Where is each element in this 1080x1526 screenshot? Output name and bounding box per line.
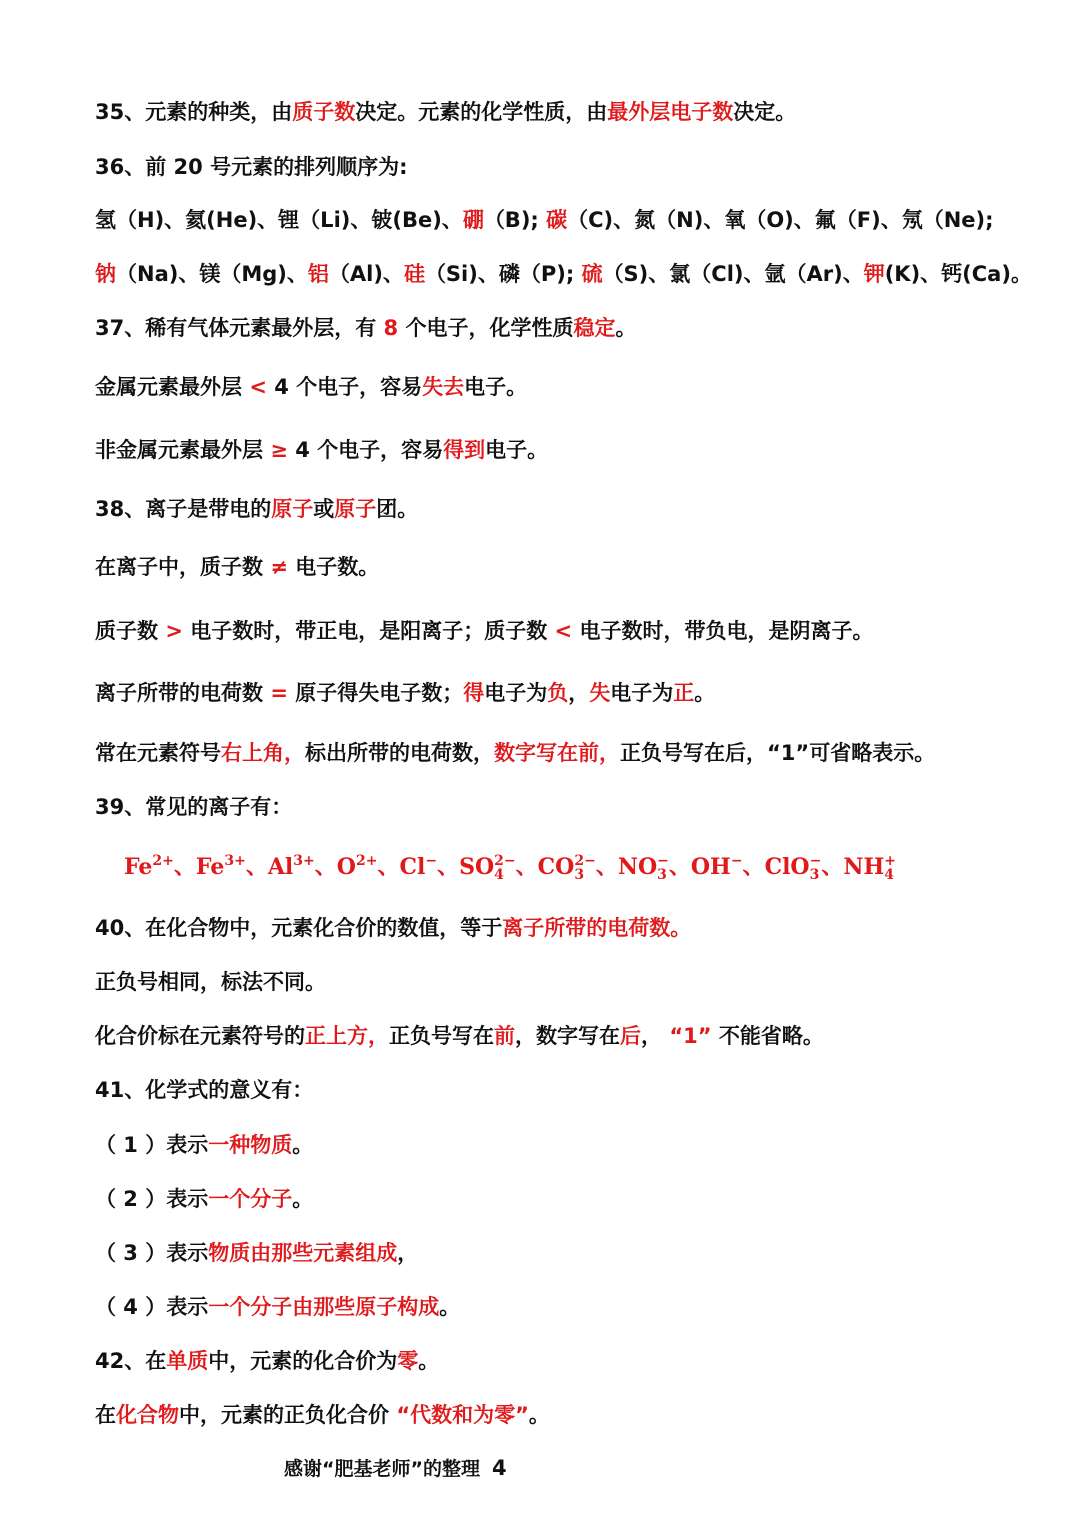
ion-charge: 3+ bbox=[224, 853, 246, 869]
text-line bbox=[95, 1400, 1040, 1430]
highlighted-text: 钾 bbox=[863, 262, 885, 286]
body-text: （ 3 ）表示 bbox=[95, 1241, 209, 1265]
highlighted-text: 前 bbox=[494, 1024, 515, 1048]
body-text: （ 4 ）表示 bbox=[95, 1295, 209, 1319]
highlighted-text: 硅 bbox=[403, 262, 425, 286]
highlighted-text: 钠 bbox=[95, 262, 116, 286]
highlighted-text: 质子数 bbox=[292, 100, 356, 124]
ion-separator: 、 bbox=[668, 854, 691, 880]
text-line bbox=[95, 616, 1040, 646]
highlighted-text: 原子 bbox=[271, 497, 314, 521]
highlighted-text: 铝 bbox=[307, 262, 329, 286]
body-text: （ 1 ）表示 bbox=[95, 1133, 209, 1157]
ion-symbol: Fe bbox=[124, 854, 153, 880]
page-number: 4 bbox=[491, 1456, 507, 1480]
body-text: 在 bbox=[95, 1403, 116, 1427]
body-text: 电子。 bbox=[464, 375, 528, 399]
text-line bbox=[95, 1021, 1040, 1051]
body-text: 氢（H)、氦(He)、锂（Li)、铍(Be)、 bbox=[95, 208, 463, 232]
ion-formula bbox=[617, 853, 669, 883]
body-text: 4 个电子，容易 bbox=[287, 438, 444, 462]
text-line bbox=[95, 1184, 1040, 1214]
body-text: 4 个电子，容易 bbox=[266, 375, 423, 399]
ion-charge: 2− bbox=[494, 853, 516, 869]
text-line bbox=[95, 152, 1040, 182]
ion-formula bbox=[196, 854, 246, 880]
highlighted-text: 零 bbox=[397, 1349, 419, 1373]
text-line bbox=[95, 738, 1040, 768]
text-line bbox=[95, 372, 1040, 402]
highlighted-text: 后 bbox=[620, 1024, 641, 1048]
body-text: 41、化学式的意义有： bbox=[95, 1078, 314, 1102]
body-text: 电子数时，带正电，是阳离子；质子数 bbox=[182, 619, 555, 643]
footer-credit: 感谢“肥基老师”的整理 bbox=[284, 1458, 480, 1480]
ion-separator: 、 bbox=[742, 854, 765, 880]
ion-charge: + bbox=[884, 853, 896, 869]
highlighted-text: “1” bbox=[669, 1024, 712, 1048]
text-line bbox=[95, 1346, 1040, 1376]
body-text: 质子数 bbox=[95, 619, 166, 643]
ion-list bbox=[124, 852, 1040, 882]
body-text: 。 bbox=[292, 1133, 314, 1157]
highlighted-text: < bbox=[554, 619, 573, 643]
highlighted-text: < bbox=[249, 375, 267, 399]
text-line bbox=[95, 913, 1040, 943]
highlighted-text: 8 bbox=[383, 316, 399, 340]
ion-subscript: 4 bbox=[884, 867, 894, 883]
ion-subscript bbox=[731, 868, 743, 882]
ion-formula bbox=[537, 853, 596, 883]
highlighted-text: 化合物 bbox=[116, 1403, 179, 1427]
body-text: 决定。元素的化学性质，由 bbox=[355, 100, 608, 124]
body-text: （S)、氯（Cl)、氩（Ar)、 bbox=[602, 262, 864, 286]
highlighted-text: 失去 bbox=[422, 375, 465, 399]
ion-separator: 、 bbox=[515, 854, 538, 880]
body-text: 团。 bbox=[376, 497, 419, 521]
text-line bbox=[95, 97, 1040, 127]
body-text: 离子所带的电荷数 bbox=[95, 681, 271, 705]
text-line bbox=[95, 552, 1040, 582]
page-footer bbox=[284, 1453, 507, 1484]
body-text: 。 bbox=[292, 1187, 314, 1211]
body-text: 。 bbox=[439, 1295, 461, 1319]
highlighted-text: 一个分子由那些原子构成 bbox=[208, 1295, 440, 1319]
body-text: 决定。 bbox=[733, 100, 797, 124]
text-line bbox=[95, 1075, 1040, 1105]
text-line bbox=[95, 205, 1040, 235]
body-text: ， bbox=[641, 1024, 670, 1048]
text-line bbox=[95, 259, 1040, 289]
body-text: 40、在化合物中，元素化合价的数值，等于 bbox=[95, 916, 503, 940]
highlighted-text: = bbox=[270, 681, 288, 705]
body-text: 化合价标在元素符号的 bbox=[95, 1024, 305, 1048]
body-text: 正负号写在后，“1”可省略表示。 bbox=[620, 741, 936, 765]
body-text: 电子为 bbox=[484, 681, 548, 705]
body-text: 36、前 20 号元素的排列顺序为: bbox=[95, 155, 408, 179]
body-text: 常在元素符号 bbox=[95, 741, 221, 765]
body-text: 在离子中，质子数 bbox=[95, 555, 271, 579]
ion-symbol: SO bbox=[459, 854, 495, 880]
body-text: （Na)、镁（Mg)、 bbox=[116, 262, 308, 286]
text-line bbox=[95, 1292, 1040, 1322]
body-text: （Si)、磷（P); bbox=[424, 262, 582, 286]
ion-subscript: 4 bbox=[494, 867, 504, 883]
ion-symbol: Fe bbox=[195, 854, 225, 880]
body-text: 中，元素的化合价为 bbox=[208, 1349, 398, 1373]
body-text: 正负号相同，标法不同。 bbox=[95, 970, 326, 994]
text-line bbox=[95, 792, 1040, 822]
highlighted-text: 碳 bbox=[546, 208, 568, 232]
body-text: （B); bbox=[483, 208, 547, 232]
ion-subscript bbox=[224, 868, 245, 882]
text-line bbox=[95, 494, 1040, 524]
body-text: 。 bbox=[694, 681, 716, 705]
highlighted-text: 单质 bbox=[166, 1349, 209, 1373]
highlighted-text: 物质由那些元素组成 bbox=[208, 1241, 398, 1265]
body-text: （C)、氮（N)、氧（O)、氟（F)、氖（Ne); bbox=[567, 208, 994, 232]
ion-charge: − bbox=[657, 853, 669, 869]
ion-charge: − bbox=[425, 853, 438, 869]
text-line bbox=[95, 1238, 1040, 1268]
ion-symbol: NH bbox=[843, 854, 885, 880]
highlighted-text: > bbox=[165, 619, 183, 643]
body-text: 37、稀有气体元素最外层，有 bbox=[95, 316, 384, 340]
highlighted-text: 得 bbox=[463, 681, 485, 705]
body-text: 。 bbox=[418, 1349, 440, 1373]
highlighted-text: 正上方， bbox=[305, 1024, 389, 1048]
text-line bbox=[95, 678, 1040, 708]
ion-separator: 、 bbox=[821, 854, 844, 880]
ion-formula bbox=[337, 854, 378, 880]
body-text: (K)、钙(Ca)。 bbox=[884, 262, 1032, 286]
body-text: 标出所带的电荷数， bbox=[305, 741, 494, 765]
body-text: 。 bbox=[528, 1403, 550, 1427]
body-text: ，数字写在 bbox=[515, 1024, 620, 1048]
body-text: 中，元素的正负化合价 bbox=[179, 1403, 397, 1427]
ion-symbol: Cl bbox=[399, 854, 426, 880]
text-line bbox=[95, 313, 1040, 343]
ion-charge: 2+ bbox=[355, 853, 378, 869]
ion-subscript bbox=[293, 868, 314, 882]
ion-subscript bbox=[152, 868, 173, 882]
highlighted-text: 离子所带的电荷数。 bbox=[502, 916, 692, 940]
ion-subscript bbox=[356, 868, 377, 882]
text-line bbox=[95, 967, 1040, 997]
body-text: 电子数。 bbox=[287, 555, 380, 579]
ion-separator: 、 bbox=[173, 854, 196, 880]
highlighted-text: 一个分子 bbox=[208, 1187, 293, 1211]
highlighted-text: 右上角， bbox=[221, 741, 305, 765]
body-text: 原子得失电子数； bbox=[287, 681, 464, 705]
highlighted-text: 数字写在前， bbox=[494, 741, 620, 765]
ion-symbol: OH bbox=[690, 854, 731, 880]
highlighted-text: 得到 bbox=[443, 438, 486, 462]
body-text: 电子为 bbox=[610, 681, 674, 705]
ion-subscript: 3 bbox=[809, 867, 820, 883]
ion-separator: 、 bbox=[377, 854, 400, 880]
ion-subscript: 3 bbox=[657, 867, 667, 883]
highlighted-text: 正 bbox=[673, 681, 695, 705]
ion-separator: 、 bbox=[437, 854, 460, 880]
body-text: 个电子，化学性质 bbox=[398, 316, 574, 340]
body-text: 或 bbox=[313, 497, 335, 521]
body-text: 35、元素的种类，由 bbox=[95, 100, 293, 124]
ion-formula bbox=[399, 854, 437, 880]
ion-charge: 2+ bbox=[152, 853, 174, 869]
ion-symbol: O bbox=[336, 854, 356, 880]
body-text: ， bbox=[568, 681, 590, 705]
body-text: 不能省略。 bbox=[711, 1024, 824, 1048]
highlighted-text: 负 bbox=[547, 681, 569, 705]
body-text: 39、常见的离子有： bbox=[95, 795, 293, 819]
highlighted-text: 一种物质 bbox=[208, 1133, 293, 1157]
ion-separator: 、 bbox=[245, 854, 268, 880]
body-text: 金属元素最外层 bbox=[95, 375, 250, 399]
ion-charge: 3+ bbox=[293, 853, 315, 869]
body-text: 38、离子是带电的 bbox=[95, 497, 272, 521]
ion-formula bbox=[268, 854, 315, 880]
ion-separator: 、 bbox=[595, 854, 618, 880]
text-line bbox=[95, 435, 1040, 465]
ion-formula bbox=[691, 854, 743, 880]
ion-formula bbox=[764, 853, 822, 883]
ion-subscript bbox=[425, 868, 437, 882]
text-line bbox=[95, 1130, 1040, 1160]
body-text: 。 bbox=[615, 316, 637, 340]
ion-separator: 、 bbox=[314, 854, 337, 880]
highlighted-text: ≥ bbox=[270, 438, 288, 462]
body-text: （Al)、 bbox=[328, 262, 404, 286]
ion-subscript: 3 bbox=[574, 867, 585, 883]
body-text: 42、在 bbox=[95, 1349, 167, 1373]
ion-symbol: ClO bbox=[764, 854, 810, 880]
ion-formula bbox=[124, 854, 174, 880]
highlighted-text: 硼 bbox=[462, 208, 484, 232]
body-text: 正负号写在 bbox=[389, 1024, 494, 1048]
body-text: 电子数时，带负电，是阴离子。 bbox=[572, 619, 874, 643]
ion-charge: − bbox=[730, 853, 743, 869]
highlighted-text: 失 bbox=[589, 681, 611, 705]
ion-formula bbox=[843, 853, 896, 883]
highlighted-text: ≠ bbox=[270, 555, 288, 579]
body-text: ， bbox=[397, 1241, 419, 1265]
highlighted-text: “代数和为零” bbox=[396, 1403, 529, 1427]
highlighted-text: 最外层电子数 bbox=[607, 100, 734, 124]
highlighted-text: 原子 bbox=[334, 497, 377, 521]
body-text: 电子。 bbox=[485, 438, 549, 462]
ion-symbol: CO bbox=[537, 854, 575, 880]
highlighted-text: 稳定 bbox=[573, 316, 616, 340]
ion-charge: 2− bbox=[574, 853, 596, 869]
body-text: （ 2 ）表示 bbox=[95, 1187, 209, 1211]
ion-symbol: Al bbox=[267, 854, 294, 880]
ion-symbol: NO bbox=[617, 854, 658, 880]
highlighted-text: 硫 bbox=[581, 262, 603, 286]
body-text: 非金属元素最外层 bbox=[95, 438, 271, 462]
ion-charge: − bbox=[809, 853, 822, 869]
ion-formula bbox=[459, 853, 516, 883]
